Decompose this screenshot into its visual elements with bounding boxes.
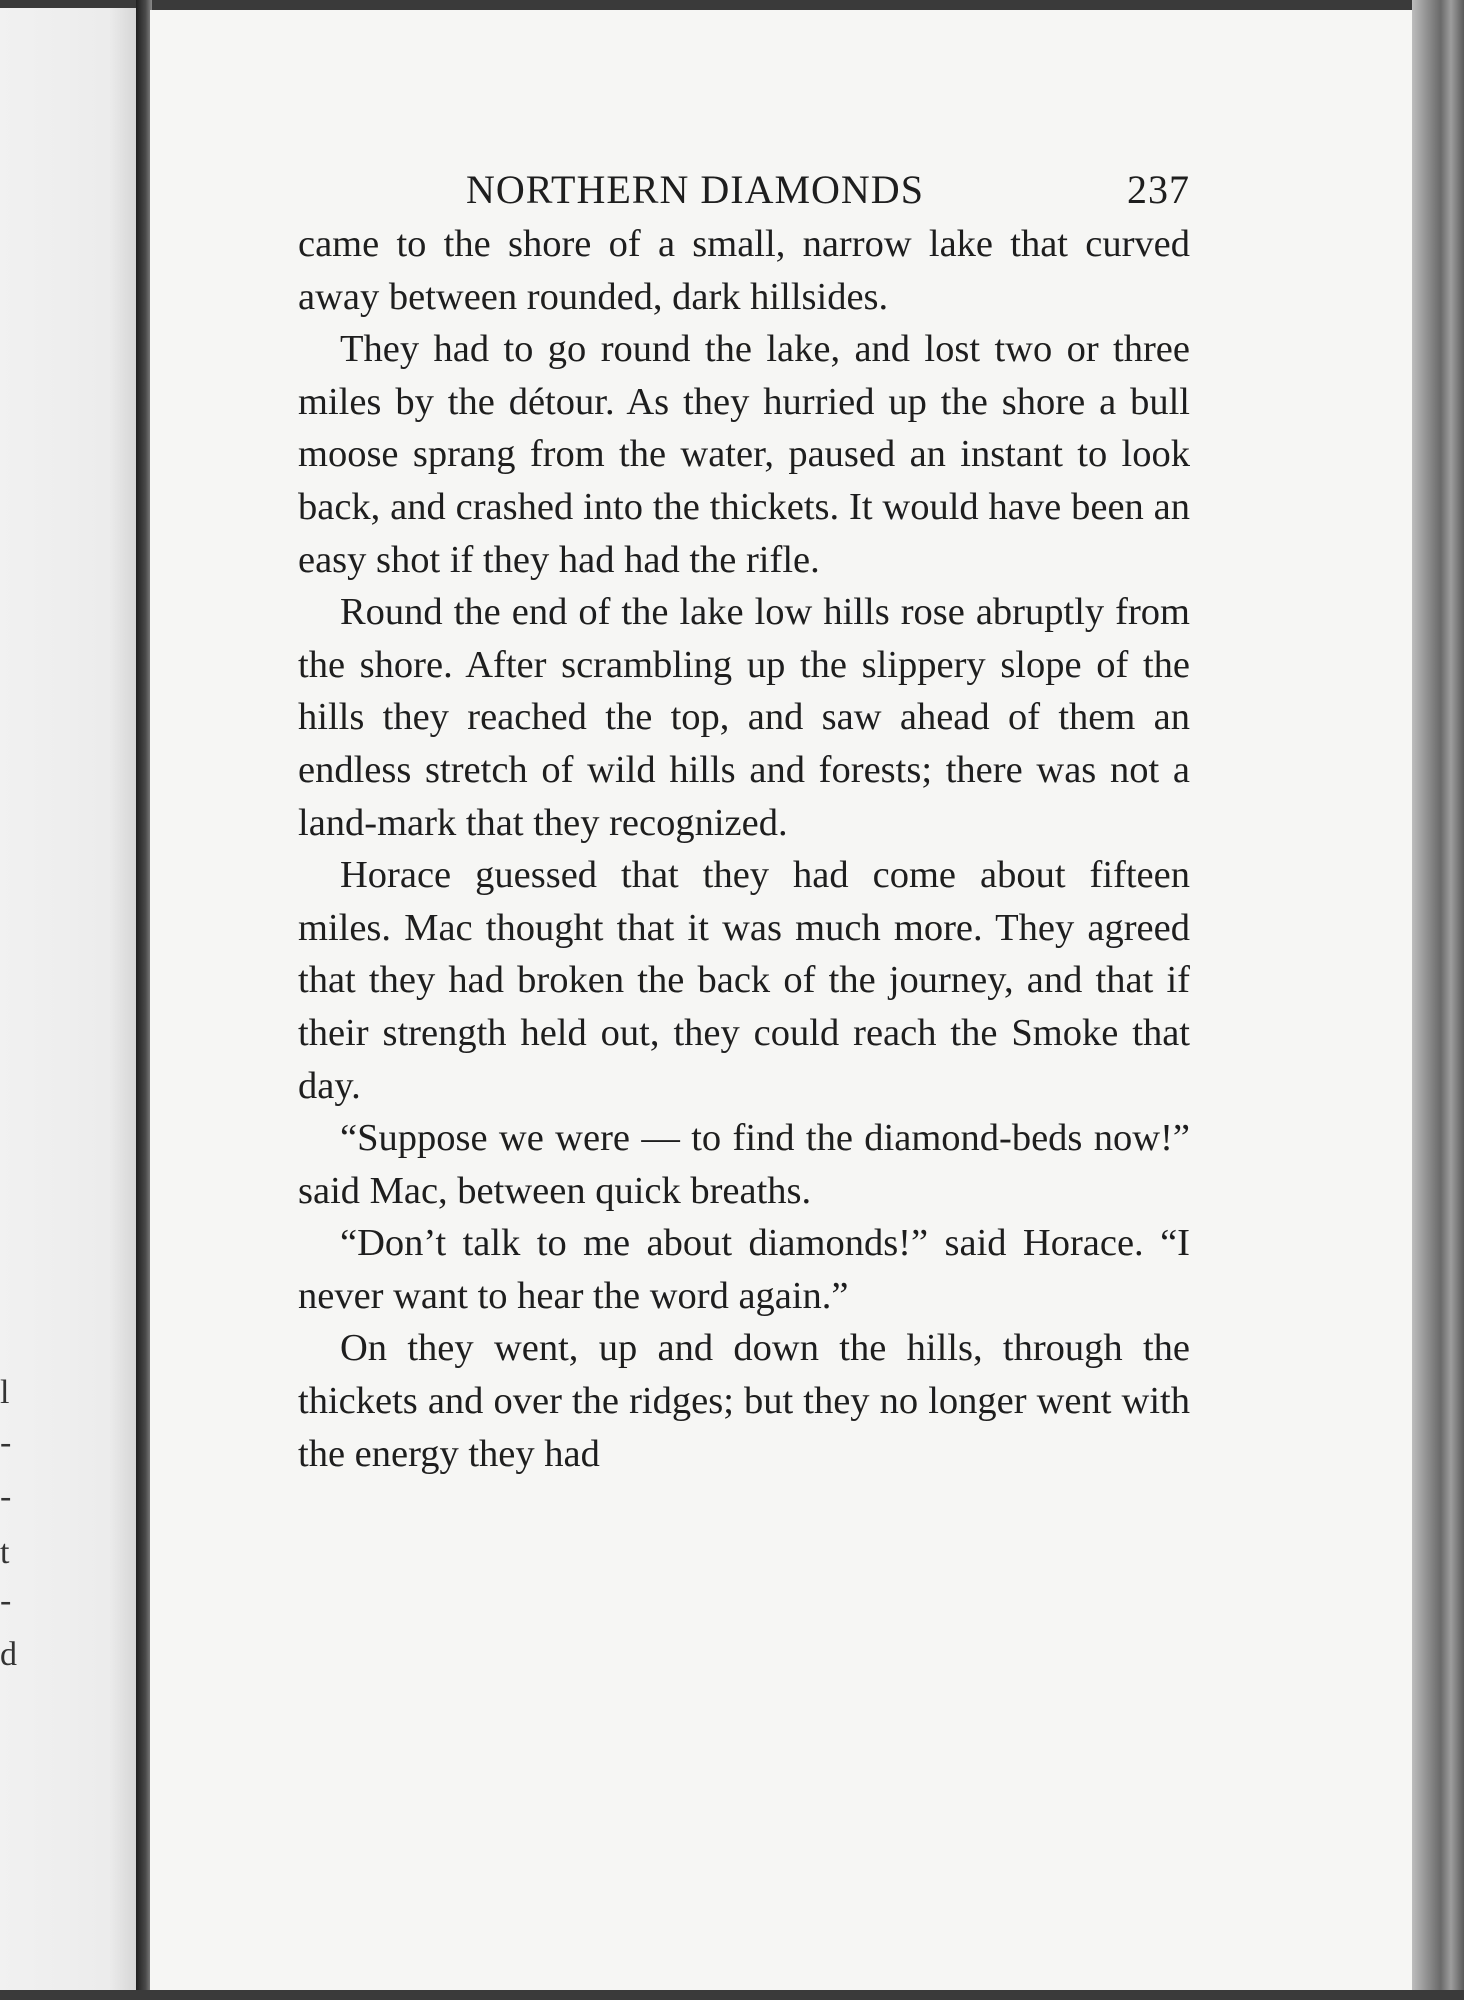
- paragraph: They had to go round the lake, and lost two or three miles by the détour. As they hurried up the shore a bull moose sprang from the water, paused an instant to look back, and crashed into the thickets. It would have been an easy shot if they had had the rifle.: [298, 328, 1190, 581]
- paragraph: came to the shore of a small, narrow lake that curved away between rounded, dark hillsides.: [298, 223, 1190, 318]
- paragraph: On they went, up and down the hills, through the thickets and over the ridges; but they no longer went with the energy they had: [298, 1327, 1190, 1475]
- paragraph: Horace guessed that they had come about fifteen miles. Mac thought that it was much more. They agreed that they had broken the back of the journey, and that if their strength held out, they could reach the Smoke that day.: [298, 854, 1190, 1107]
- left-page-edge-text: [0, 8, 20, 1992]
- top-shadow: [0, 0, 1464, 10]
- page-text-block: [298, 160, 1190, 1480]
- running-head: [298, 160, 1190, 218]
- page-edge: [1412, 0, 1464, 2000]
- running-title: NORTHERN DIAMONDS: [466, 167, 924, 212]
- bottom-shadow: [0, 1990, 1464, 2000]
- edge-letter: -: [0, 1478, 12, 1515]
- page-number: 237: [1127, 167, 1190, 212]
- edge-letter: d: [0, 1636, 17, 1673]
- paragraph: “Suppose we were — to find the diamond-beds now!” said Mac, between quick breaths.: [298, 1117, 1190, 1212]
- edge-letter: -: [0, 1582, 12, 1619]
- edge-letter: -: [0, 1424, 12, 1461]
- paragraph: Round the end of the lake low hills rose abruptly from the shore. After scrambling up the slippery slope of the hills they reached the top, and saw ahead of them an endless stretch of wild hills and forests; there was not a land-mark that they recognized.: [298, 591, 1190, 844]
- left-page: [0, 8, 136, 1992]
- body-text: [298, 218, 1190, 1480]
- paragraph: “Don’t talk to me about diamonds!” said Horace. “I never want to hear the word again.”: [298, 1222, 1190, 1317]
- edge-letter: t: [0, 1534, 10, 1571]
- edge-letter: l: [0, 1374, 10, 1411]
